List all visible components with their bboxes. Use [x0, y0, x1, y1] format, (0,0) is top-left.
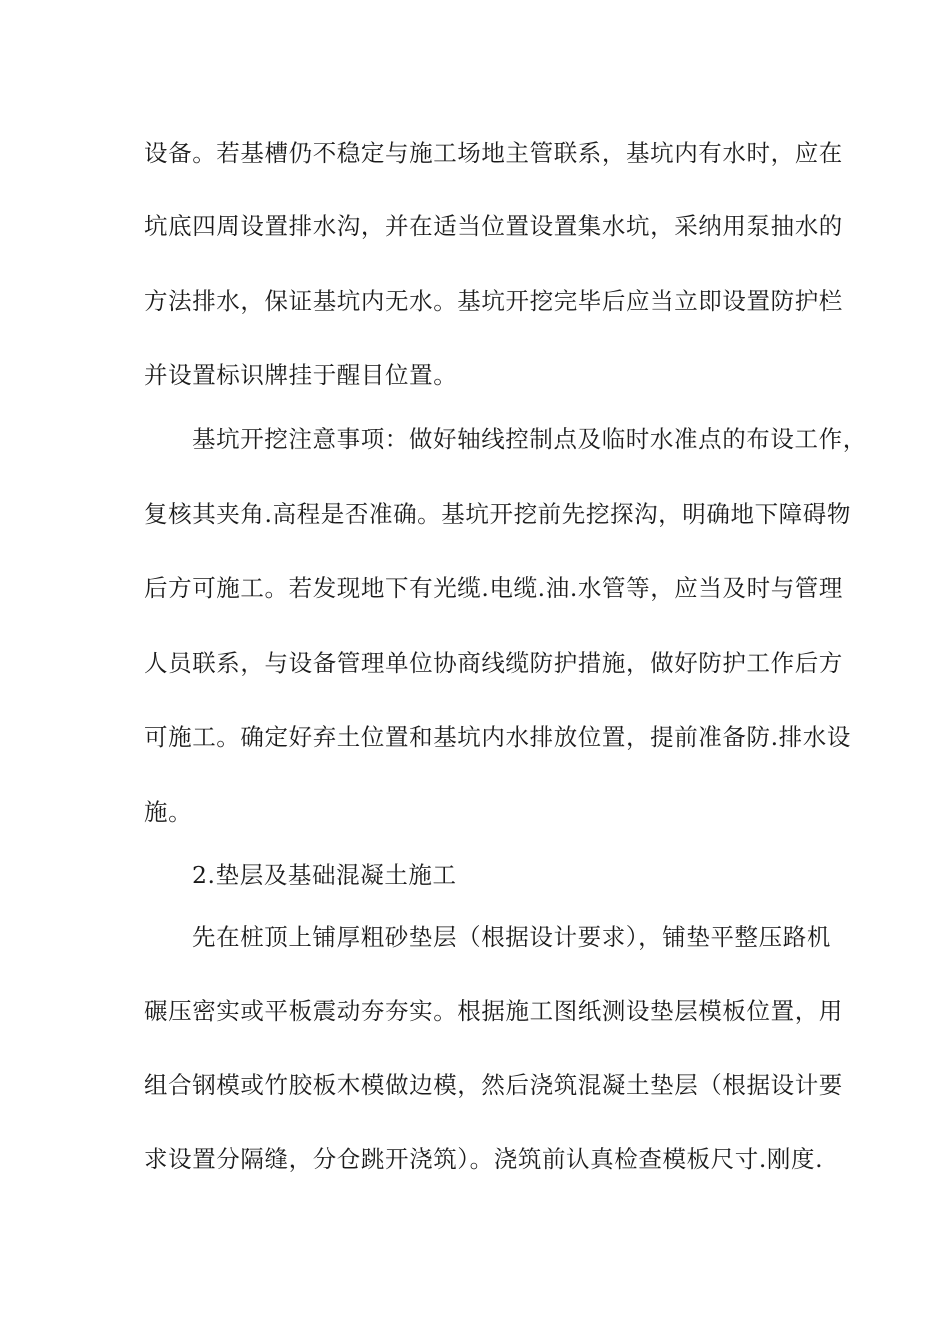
- text-line: 后方可施工。若发现地下有光缆.电缆.油.水管等，应当及时与管理: [144, 574, 844, 602]
- text-line: 方法排水，保证基坑内无水。基坑开挖完毕后应当立即设置防护栏: [144, 287, 843, 315]
- paragraph-first-line: 基坑开挖注意事项：做好轴线控制点及临时水准点的布设工作，: [192, 425, 867, 453]
- text-line: 组合钢模或竹胶板木模做边模，然后浇筑混凝土垫层（根据设计要: [144, 1071, 843, 1099]
- text-line: 设备。若基槽仍不稳定与施工场地主管联系，基坑内有水时，应在: [144, 139, 843, 167]
- text-line: 并设置标识牌挂于醒目位置。: [144, 361, 458, 389]
- text-line: 碾压密实或平板震动夯夯实。根据施工图纸测设垫层模板位置，用: [144, 997, 843, 1025]
- text-line: 坑底四周设置排水沟，并在适当位置设置集水坑，采纳用泵抽水的: [144, 212, 843, 240]
- paragraph-first-line: 先在桩顶上铺厚粗砂垫层（根据设计要求），铺垫平整压路机: [192, 923, 831, 951]
- section-heading: 2.垫层及基础混凝土施工: [192, 861, 457, 889]
- text-line: 求设置分隔缝，分仓跳开浇筑）。浇筑前认真检查模板尺寸.刚度.: [144, 1145, 824, 1173]
- text-line: 施。: [144, 798, 193, 826]
- text-line: 人员联系，与设备管理单位协商线缆防护措施，做好防护工作后方: [144, 649, 843, 677]
- text-line: 复核其夹角.高程是否准确。基坑开挖前先挖探沟，明确地下障碍物: [144, 500, 851, 528]
- text-line: 可施工。确定好弃土位置和基坑内水排放位置，提前准备防.排水设: [144, 723, 851, 751]
